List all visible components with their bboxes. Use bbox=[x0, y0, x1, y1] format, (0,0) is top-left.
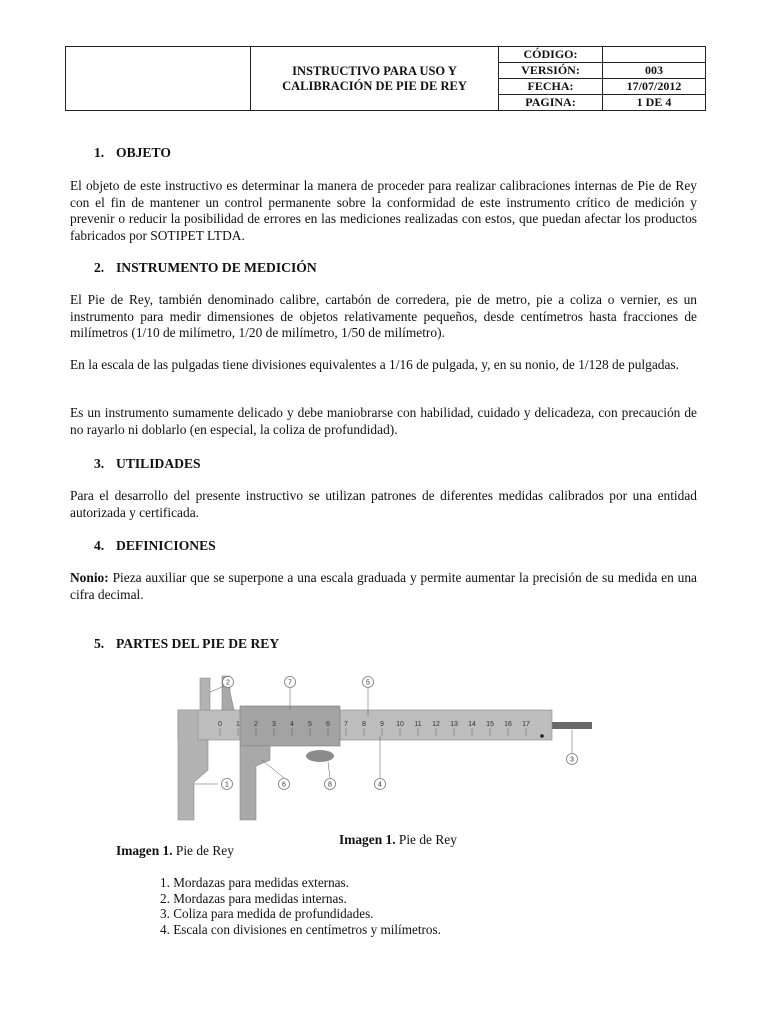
svg-text:6: 6 bbox=[282, 781, 286, 789]
caption-label: Imagen 1. bbox=[339, 832, 396, 847]
scale-number: 5 bbox=[308, 721, 312, 728]
paragraph-definicion bbox=[70, 570, 697, 603]
svg-text:5: 5 bbox=[366, 679, 370, 687]
codigo-value bbox=[603, 47, 706, 63]
paragraph-instrumento-3: Es un instrumento sumamente delicado y debe maniobrarse con habilidad, cuidado y delicadeza, con precaución de no rayarlo ni doblarlo (en especial, la coliza de profundidad). bbox=[70, 405, 697, 437]
scale-number: 8 bbox=[362, 721, 366, 728]
callout-2 bbox=[223, 677, 234, 688]
scale-number: 12 bbox=[432, 721, 440, 728]
fixed-internal-jaw bbox=[200, 678, 210, 710]
parts-list bbox=[160, 875, 441, 937]
section-heading-utilidades bbox=[94, 456, 201, 472]
callout-8 bbox=[325, 779, 336, 790]
list-item: 3. Coliza para medida de profundidades. bbox=[160, 906, 374, 922]
callout-4 bbox=[375, 779, 386, 790]
svg-text:1: 1 bbox=[225, 781, 229, 789]
scale-number: 3 bbox=[272, 721, 276, 728]
caption-text: Pie de Rey bbox=[395, 832, 457, 847]
beam-screw-icon bbox=[540, 734, 544, 738]
scale-number: 1 bbox=[236, 721, 240, 728]
document-title bbox=[251, 47, 499, 111]
list-item: 2. Mordazas para medidas internas. bbox=[160, 890, 347, 906]
section-title: OBJETO bbox=[116, 145, 171, 160]
scale-number: 14 bbox=[468, 721, 476, 728]
scale-number: 13 bbox=[450, 721, 458, 728]
section-title: DEFINICIONES bbox=[116, 538, 216, 553]
figure-caption-right bbox=[339, 832, 457, 848]
paragraph-utilidades: Para el desarrollo del presente instructivo se utilizan patrones de diferentes medidas calibrados por una entidad autorizada y certificada. bbox=[70, 488, 697, 520]
section-number: 4. bbox=[94, 538, 105, 553]
section-title: PARTES DEL PIE DE REY bbox=[116, 636, 280, 651]
paragraph-instrumento-1: El Pie de Rey, también denominado calibre, cartabón de corredera, pie de metro, pie a coliza o vernier, es un instrumento para medir dimensiones de objetos relativamente pequeños, desde centímetros hasta fracciones de milímetros (1/10 de milímetro, 1/20 de milímetro, 1/50 de milímetro). bbox=[70, 292, 697, 340]
version-label: VERSIÓN: bbox=[499, 63, 603, 79]
list-item: 4. Escala con divisiones en centímetros y milímetros. bbox=[160, 921, 441, 937]
definition-term: Nonio: bbox=[70, 570, 109, 585]
version-value: 003 bbox=[603, 63, 706, 79]
callout-5 bbox=[363, 677, 374, 688]
section-title: INSTRUMENTO DE MEDICIÓN bbox=[116, 260, 317, 275]
section-heading-objeto bbox=[94, 145, 171, 161]
svg-text:8: 8 bbox=[328, 781, 332, 789]
pagina-value: 1 DE 4 bbox=[603, 95, 706, 111]
codigo-label: CÓDIGO: bbox=[499, 47, 603, 63]
svg-text:3: 3 bbox=[570, 756, 574, 764]
caption-label: Imagen 1. bbox=[116, 843, 173, 858]
callout-6 bbox=[279, 779, 290, 790]
fecha-value: 17/07/2012 bbox=[603, 79, 706, 95]
callout-3 bbox=[567, 754, 578, 765]
depth-rod bbox=[550, 722, 592, 729]
section-heading-definiciones bbox=[94, 538, 216, 554]
svg-text:2: 2 bbox=[226, 679, 230, 687]
title-line-2: CALIBRACIÓN DE PIE DE REY bbox=[282, 78, 467, 93]
document-header-table bbox=[65, 46, 706, 111]
figure-caption-left bbox=[116, 843, 234, 859]
definition-text: Pieza auxiliar que se superpone a una escala graduada y permite aumentar la precisión de su medida en una cifra decimal. bbox=[70, 570, 697, 602]
scale-number: 0 bbox=[218, 721, 222, 728]
callout-1 bbox=[222, 779, 233, 790]
caption-text: Pie de Rey bbox=[172, 843, 234, 858]
logo-cell bbox=[66, 47, 251, 111]
callout-7 bbox=[285, 677, 296, 688]
svg-text:4: 4 bbox=[378, 781, 382, 789]
section-number: 5. bbox=[94, 636, 105, 651]
section-heading-instrumento bbox=[94, 260, 317, 276]
thumb-screw bbox=[306, 750, 334, 762]
list-item: 1. Mordazas para medidas externas. bbox=[160, 875, 349, 890]
scale-number: 2 bbox=[254, 721, 258, 728]
pagina-label: PAGINA: bbox=[499, 95, 603, 111]
section-heading-partes bbox=[94, 636, 279, 652]
scale-number: 17 bbox=[522, 721, 530, 728]
svg-text:7: 7 bbox=[288, 679, 292, 687]
section-number: 1. bbox=[94, 145, 105, 160]
section-title: UTILIDADES bbox=[116, 456, 201, 471]
scale-number: 11 bbox=[414, 721, 422, 728]
vernier-caliper-illustration bbox=[170, 670, 610, 830]
section-number: 2. bbox=[94, 260, 105, 275]
paragraph-objeto: El objeto de este instructivo es determinar la manera de proceder para realizar calibraciones internas de Pie de Rey con el fin de mantener un control permanente sobre la conformidad de este instrumento crítico de medición y prevenir o reducir la posibilidad de errores en las mediciones realizadas con estos, que puedan afectar los productos fabricados por SOTIPET LTDA. bbox=[70, 178, 697, 243]
fecha-label: FECHA: bbox=[499, 79, 603, 95]
sliding-external-jaw bbox=[240, 746, 270, 820]
scale-number: 16 bbox=[504, 721, 512, 728]
scale-number: 6 bbox=[326, 721, 330, 728]
scale-number: 4 bbox=[290, 721, 294, 728]
section-number: 3. bbox=[94, 456, 105, 471]
scale-number: 15 bbox=[486, 721, 494, 728]
scale-number: 7 bbox=[344, 721, 348, 728]
scale-number: 9 bbox=[380, 721, 384, 728]
scale-number: 10 bbox=[396, 721, 404, 728]
title-line-1: INSTRUCTIVO PARA USO Y bbox=[292, 63, 457, 78]
paragraph-instrumento-2: En la escala de las pulgadas tiene divisiones equivalentes a 1/16 de pulgada, y, en su nonio, de 1/128 de pulgadas. bbox=[70, 357, 679, 372]
